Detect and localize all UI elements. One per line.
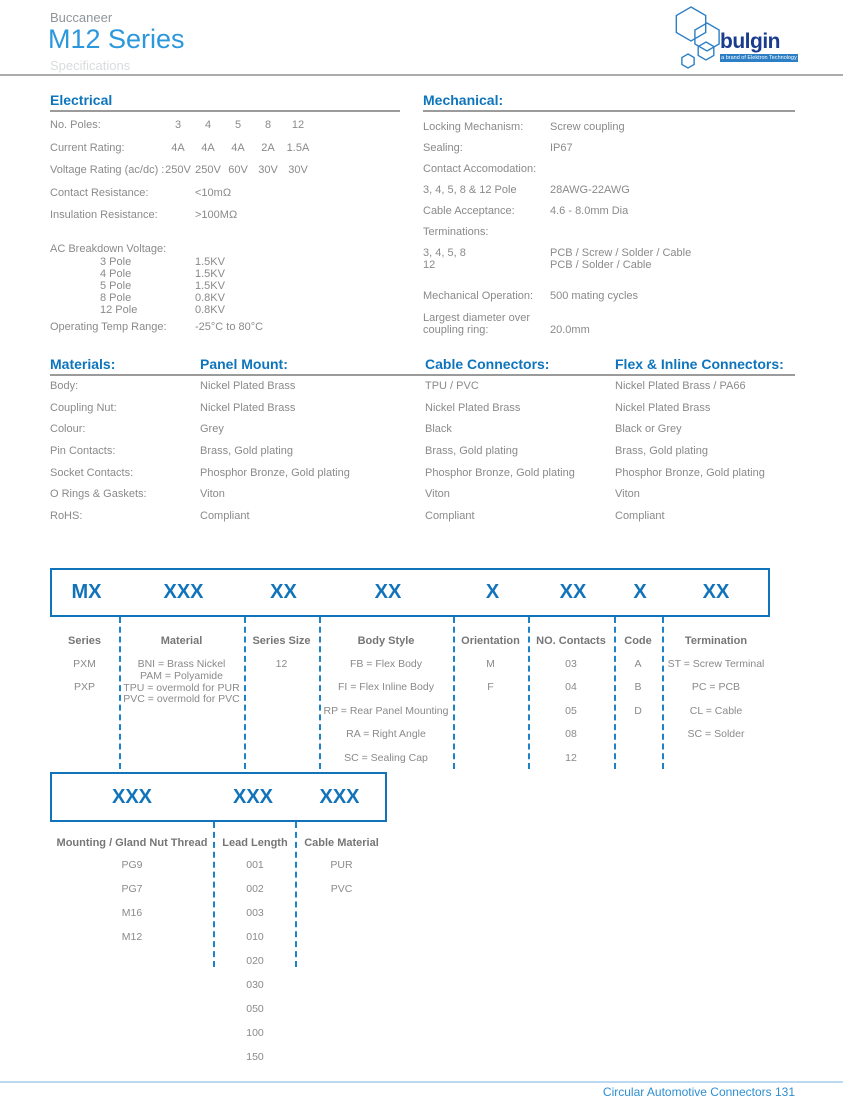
spec-label: 3 Pole: [100, 255, 132, 268]
spec-label: Mechanical Operation:: [423, 289, 534, 302]
header-divider: [0, 74, 843, 76]
part-number-segment: X: [633, 581, 647, 603]
dashed-divider: [453, 617, 455, 769]
spec-value: 4A: [231, 141, 245, 154]
spec-label: Voltage Rating (ac/dc) :: [50, 164, 165, 176]
spec-value: 8: [264, 119, 272, 131]
spec-label: 5 Pole: [100, 279, 132, 292]
panel-mount-heading: Panel Mount:: [200, 356, 288, 372]
table-row: [50, 446, 795, 457]
spec-row: [50, 210, 400, 221]
legend-item: A: [634, 658, 642, 670]
spec-label: Operating Temp Range:: [50, 320, 167, 333]
cell: Compliant: [200, 510, 250, 523]
dashed-divider: [528, 617, 530, 769]
spec-value: 20.0mm: [550, 323, 590, 336]
divider: [50, 110, 400, 112]
cell: Compliant: [425, 510, 475, 523]
cell: Nickel Plated Brass: [425, 401, 521, 414]
cell: Nickel Plated Brass: [200, 380, 296, 392]
part-number-segment: XXX: [232, 786, 274, 808]
cell: Nickel Plated Brass: [200, 401, 296, 414]
materials-section: [50, 356, 795, 522]
spec-value: PCB / Solder / Cable: [550, 258, 652, 271]
electrical-section: [50, 92, 400, 333]
legend-item: PVC = overmold for PVC: [123, 693, 240, 706]
spec-value: 1.5KV: [195, 255, 225, 268]
legend-item: PG9: [121, 859, 143, 871]
spec-row: [50, 322, 400, 333]
cell: Compliant: [615, 510, 665, 523]
spec-row: [423, 164, 795, 175]
row-label: O Rings & Gaskets:: [50, 488, 147, 501]
part-number-segment: XXX: [111, 786, 153, 808]
cell: Grey: [200, 423, 224, 436]
spec-label: Largest diameter over coupling ring:: [423, 311, 530, 336]
legend-item: RA = Right Angle: [346, 728, 426, 741]
cell: Black: [425, 423, 452, 436]
spec-subrow: [50, 257, 400, 268]
spec-value: 30V: [258, 164, 278, 176]
spec-label: 8 Pole: [100, 291, 132, 304]
legend-item: 05: [565, 704, 577, 717]
legend-column-body-style: Body Style FB = Flex Body FI = Flex Inline Body RP = Rear Panel Mounting RA = Right Angle SC = Sealing Cap: [319, 617, 453, 770]
logo-tagline: a brand of Elektron Technology: [721, 55, 797, 61]
part-number-segment: XX: [374, 581, 402, 603]
legend-item: 100: [246, 1027, 264, 1039]
table-row: [50, 381, 795, 392]
flex-inline-heading: Flex & Inline Connectors:: [615, 356, 784, 372]
legend-item: PG7: [121, 883, 143, 895]
spec-label: Contact Resistance:: [50, 186, 149, 199]
legend-item: BNI = Brass Nickel: [137, 658, 226, 670]
page-subtitle: Specifications: [50, 58, 131, 73]
legend-item: FB = Flex Body: [349, 658, 423, 670]
legend-item: PAM = Polyamide: [140, 669, 223, 682]
legend-item: SC = Solder: [687, 728, 745, 741]
spec-subrow: [50, 281, 400, 292]
legend-item: TPU = overmold for PUR: [123, 681, 240, 694]
legend-item: 003: [246, 907, 264, 919]
legend-column-series-size: Series Size 12: [244, 617, 319, 770]
spec-value: Screw coupling: [550, 121, 625, 133]
spec-row: [423, 185, 795, 196]
part-number-box-2: [50, 772, 387, 822]
mechanical-heading: Mechanical:: [423, 92, 504, 108]
spec-row: [423, 248, 795, 259]
dashed-divider: [319, 617, 321, 769]
dashed-divider: [213, 822, 215, 967]
legend-column-code: Code A B D: [614, 617, 662, 770]
spec-label: Current Rating:: [50, 141, 125, 154]
dashed-divider: [614, 617, 616, 769]
divider: [50, 374, 795, 376]
table-row: [50, 468, 795, 479]
spec-value: PCB / Screw / Solder / Cable: [550, 247, 692, 259]
mechanical-section: [423, 92, 795, 336]
spec-subrow: [50, 293, 400, 304]
materials-heading: Materials:: [50, 356, 116, 372]
spec-label: 3, 4, 5, 8: [423, 247, 466, 259]
spec-value: 250V: [165, 164, 191, 176]
spec-value: 0.8KV: [195, 291, 225, 304]
spec-value: 1.5KV: [195, 267, 225, 280]
spec-label: Terminations:: [423, 226, 489, 238]
spec-label: Cable Acceptance:: [423, 205, 515, 217]
cell: TPU / PVC: [425, 380, 479, 392]
legend-item: 030: [246, 979, 264, 991]
cell: Viton: [615, 488, 640, 501]
part-number-segment: XX: [559, 581, 587, 603]
spec-value: 12: [291, 119, 305, 131]
legend-column-termination: Termination ST = Screw Terminal PC = PCB CL = Cable SC = Solder: [662, 617, 770, 770]
legend-item: 03: [565, 658, 577, 670]
part-number-segment: XXX: [163, 581, 204, 603]
legend-item: 12: [565, 751, 577, 764]
legend-item: D: [634, 704, 642, 717]
part-number-segment: MX: [71, 581, 102, 603]
spec-value: 4A: [171, 141, 185, 154]
spec-row: [50, 188, 400, 199]
row-label: Pin Contacts:: [50, 445, 116, 458]
part-number-segment: XX: [702, 581, 730, 603]
spec-label: Locking Mechanism:: [423, 121, 524, 133]
row-label: Colour:: [50, 423, 86, 436]
spec-row: [423, 206, 795, 217]
legend-item: 020: [246, 955, 264, 967]
legend-column-gland-thread: Mounting / Gland Nut Thread PG9 PG7 M16 M12: [50, 822, 214, 943]
spec-value: <10mΩ: [195, 186, 232, 199]
spec-label: Insulation Resistance:: [50, 209, 158, 221]
spec-row: [50, 120, 400, 131]
spec-value: 1.5A: [286, 141, 310, 154]
legend-item: CL = Cable: [689, 704, 743, 717]
table-row: [50, 511, 795, 522]
footer-page-label: Circular Automotive Connectors 131: [602, 1085, 795, 1099]
spec-row: [50, 143, 400, 154]
legend-column-cable-material: Cable Material PUR PVC: [296, 822, 387, 895]
part-number-segment: XX: [270, 581, 297, 603]
spec-label: Sealing:: [423, 142, 463, 154]
spec-subrow: [50, 269, 400, 280]
spec-value: 2A: [261, 141, 275, 154]
legend-item: PXP: [73, 681, 95, 694]
dashed-divider: [244, 617, 246, 769]
divider: [423, 110, 795, 112]
spec-value: 60V: [228, 164, 248, 176]
legend-item: 150: [246, 1051, 264, 1063]
spec-value: 5: [234, 119, 242, 131]
cell: Black or Grey: [615, 423, 682, 436]
spec-value: IP67: [550, 142, 573, 154]
legend-item: 04: [565, 681, 577, 694]
legend-item: PUR: [330, 859, 353, 871]
cell: Phosphor Bronze, Gold plating: [615, 466, 765, 479]
cell: Viton: [425, 488, 450, 501]
spec-row: [423, 227, 795, 238]
row-label: RoHS:: [50, 510, 83, 523]
part-number-box: [50, 568, 770, 617]
electrical-heading: Electrical: [50, 92, 113, 108]
cell: Brass, Gold plating: [425, 445, 518, 458]
legend-column-contacts: NO. Contacts 03 04 05 08 12: [528, 617, 614, 770]
legend-item: F: [487, 681, 494, 694]
table-row: [50, 424, 795, 435]
legend-item: PC = PCB: [691, 681, 741, 694]
spec-row: [50, 165, 400, 176]
dashed-divider: [119, 617, 121, 769]
spec-label: 4 Pole: [100, 267, 132, 280]
spec-label: 12: [423, 258, 436, 271]
spec-label: AC Breakdown Voltage:: [50, 243, 167, 255]
spec-label: No. Poles:: [50, 119, 101, 131]
page-title: M12 Series: [48, 24, 185, 54]
spec-subrow: [50, 305, 400, 316]
spec-value: 28AWG-22AWG: [550, 184, 630, 196]
spec-label: 3, 4, 5, 8 & 12 Pole: [423, 184, 517, 196]
cable-connectors-heading: Cable Connectors:: [425, 356, 550, 372]
legend-item: PXM: [73, 658, 96, 670]
legend-item: 050: [246, 1003, 264, 1015]
legend-item: 001: [246, 859, 264, 871]
spec-row: [423, 143, 795, 154]
bulgin-logo: [670, 4, 820, 72]
table-row: [50, 403, 795, 414]
legend-item: M16: [121, 907, 143, 919]
legend-item: 12: [275, 658, 288, 670]
spec-label: 12 Pole: [100, 303, 138, 316]
cell: Brass, Gold plating: [200, 445, 293, 458]
cell: Nickel Plated Brass: [615, 401, 711, 414]
spec-value: 3: [174, 119, 182, 131]
spec-value: 4: [204, 119, 212, 131]
part-number-segment: XXX: [319, 786, 360, 808]
cell: Nickel Plated Brass / PA66: [615, 380, 746, 392]
brand-name: Buccaneer: [50, 10, 113, 25]
legend-item: M: [486, 658, 495, 670]
spec-value: 500 mating cycles: [550, 289, 639, 302]
row-label: Body:: [50, 380, 79, 392]
legend-item: ST = Screw Terminal: [667, 658, 765, 670]
dashed-divider: [295, 822, 297, 967]
spec-row: [423, 122, 795, 133]
cell: Phosphor Bronze, Gold plating: [200, 466, 350, 479]
table-row: [50, 489, 795, 500]
spec-value: >100MΩ: [195, 209, 238, 221]
spec-value: 0.8KV: [195, 303, 225, 316]
spec-value: 1.5KV: [195, 279, 225, 292]
legend-column-lead-length: Lead Length 001 002 003 010 020 030 050 100 150: [214, 822, 296, 1063]
spec-value: 250V: [195, 164, 221, 176]
cell: Brass, Gold plating: [615, 445, 708, 458]
logo-wordmark: bulgin: [720, 30, 780, 53]
spec-row: [423, 260, 795, 271]
legend-item: FI = Flex Inline Body: [337, 681, 434, 694]
dashed-divider: [662, 617, 664, 769]
legend-item: M12: [121, 931, 143, 943]
spec-value: -25°C to 80°C: [195, 320, 264, 333]
materials-headings: [50, 356, 795, 372]
cell: Phosphor Bronze, Gold plating: [425, 466, 575, 479]
legend-item: 010: [246, 931, 264, 943]
spec-label: Contact Accomodation:: [423, 163, 537, 175]
legend-column-series: Series PXM PXP: [50, 617, 119, 770]
legend-column-material: Material BNI = Brass Nickel PAM = Polyamide TPU = overmold for PUR PVC = overmold for PVC: [119, 617, 244, 770]
legend-item: PVC: [330, 883, 353, 895]
spec-row: [423, 312, 795, 336]
legend-column-orientation: Orientation M F: [453, 617, 528, 770]
spec-value: 30V: [288, 164, 308, 176]
row-label: Socket Contacts:: [50, 466, 134, 479]
legend-item: B: [634, 681, 642, 694]
footer-divider: [0, 1081, 843, 1083]
part-number-segment: X: [485, 581, 500, 603]
spec-value: 4.6 - 8.0mm Dia: [550, 205, 629, 217]
row-label: Coupling Nut:: [50, 401, 117, 414]
spec-value: 4A: [201, 141, 215, 154]
legend-item: SC = Sealing Cap: [344, 751, 428, 764]
legend-item: 08: [565, 728, 577, 741]
legend-item: RP = Rear Panel Mounting: [323, 704, 449, 717]
cell: Viton: [200, 488, 225, 501]
spec-row: [423, 291, 795, 302]
legend-item: 002: [246, 883, 264, 895]
